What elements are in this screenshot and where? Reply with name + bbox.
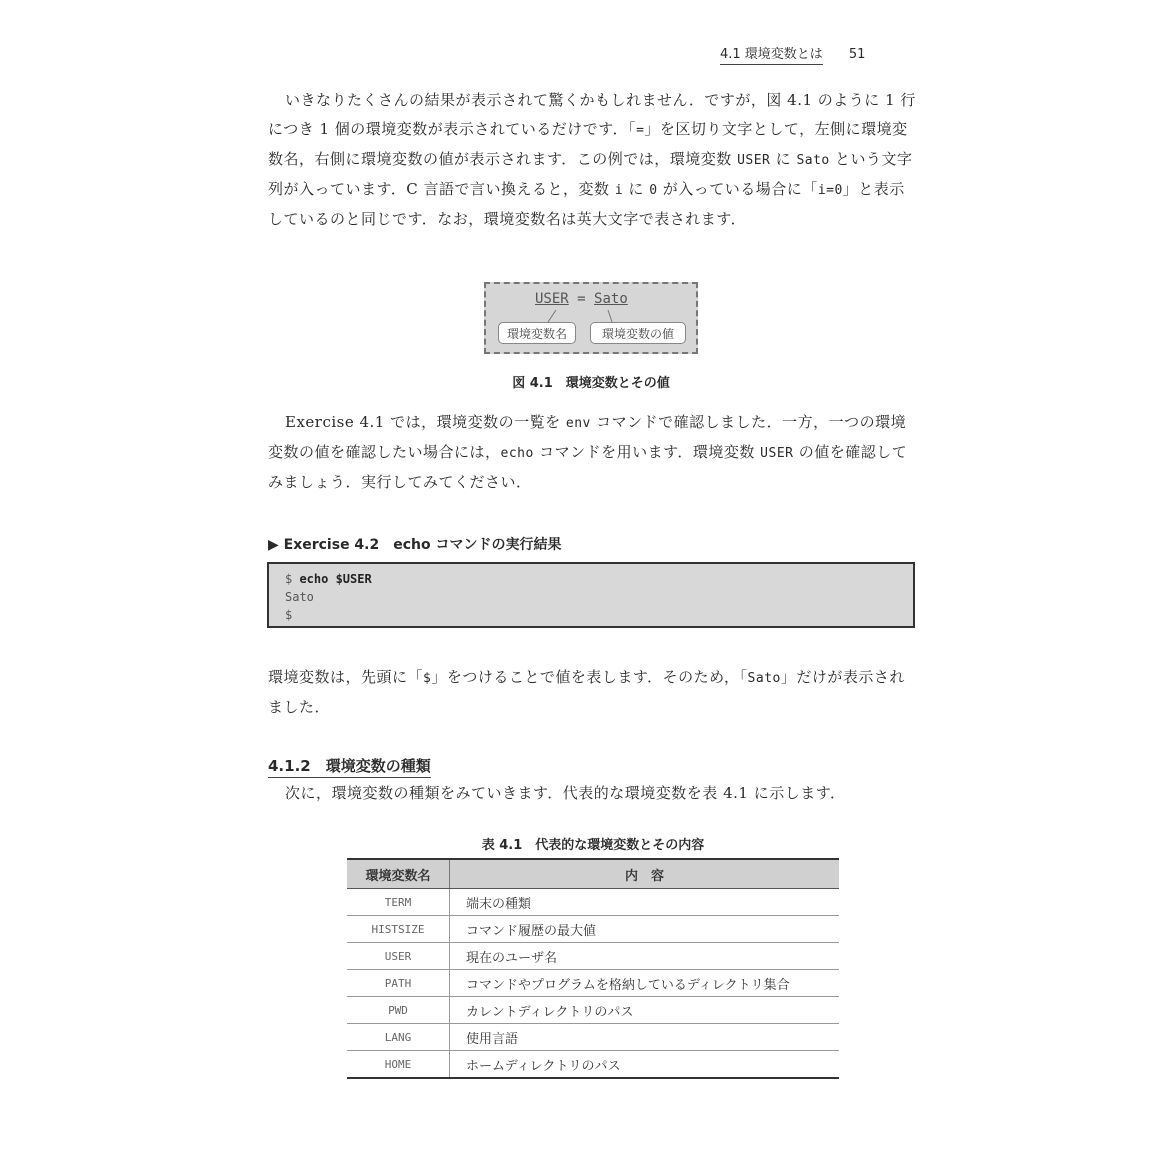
header-section-title: 4.1 環境変数とは (720, 43, 823, 65)
terminal-command: echo $USER (299, 572, 372, 586)
table-header-name: 環境変数名 (347, 859, 450, 889)
text-run: 」を区切り文字として，左側に環境変数名，右側に環境変数の値が表示されます．この例では，環境変数 (268, 120, 908, 168)
inline-code: Sato (796, 153, 830, 168)
table-cell-desc: コマンドやプログラムを格納しているディレクトリ集合 (450, 970, 840, 997)
terminal-output (267, 562, 915, 628)
text-run: コマンドを用います．環境変数 (533, 443, 761, 461)
text-run: Exercise 4.1 では，環境変数の一覧を (285, 413, 566, 431)
table-cell-var: PATH (347, 970, 450, 997)
inline-code: Sato (747, 671, 781, 686)
env-var-table (347, 858, 839, 1079)
text-run: 」だけが表示されました． (268, 668, 905, 716)
table-cell-var: PWD (347, 997, 450, 1024)
table-cell-desc: 端末の種類 (450, 889, 840, 916)
section-heading: 4.1.2 環境変数の種類 (268, 755, 431, 778)
figure-label-name: 環境変数名 (498, 322, 576, 344)
text-run: コマンドで確認しました．一方，一つの環境変数の値を確認したい場合には， (268, 413, 907, 461)
terminal-line-3: $ (285, 608, 293, 622)
page-number: 51 (848, 46, 866, 62)
exercise-title-text: Exercise 4.2 echo コマンドの実行結果 (283, 537, 562, 553)
table-cell-var: TERM (347, 889, 450, 916)
table-cell-var: LANG (347, 1024, 450, 1051)
figure-assignment (535, 291, 628, 307)
table-cell-desc: カレントディレクトリのパス (450, 997, 840, 1024)
text-run: という文字列が入っています．C 言語で言い換えると，変数 (268, 150, 913, 198)
table-header-row (347, 859, 839, 889)
inline-code: i (614, 183, 624, 198)
exercise-arrow-icon: ▶ (268, 537, 284, 553)
text-run: が入っている場合に「 (657, 180, 818, 198)
text-run: に (770, 150, 797, 168)
terminal-prompt: $ (285, 572, 300, 586)
table-row (347, 916, 839, 943)
table-row (347, 1024, 839, 1051)
figure-var-name: USER (535, 291, 569, 307)
inline-code: USER (737, 153, 771, 168)
table-row (347, 943, 839, 970)
table-cell-desc: 現在のユーザ名 (450, 943, 840, 970)
table-header-content: 内 容 (450, 859, 840, 889)
inline-code: 0 (649, 183, 658, 198)
inline-code: USER (760, 446, 794, 461)
paragraph-intro (268, 86, 918, 234)
text-run: 次に，環境変数の種類をみていきます．代表的な環境変数を表 4.1 に示します． (285, 784, 846, 802)
table-cell-desc: 使用言語 (450, 1024, 840, 1051)
inline-code: env (565, 416, 591, 431)
text-run: に (623, 180, 650, 198)
figure-label-value: 環境変数の値 (590, 322, 686, 344)
figure-var-value: Sato (594, 291, 628, 307)
text-run: 」をつけることで値を表します．そのため，「 (431, 668, 748, 686)
table-row (347, 997, 839, 1024)
figure-equals: = (577, 291, 586, 307)
table-cell-var: HOME (347, 1051, 450, 1079)
table-cell-var: USER (347, 943, 450, 970)
table-cell-desc: コマンド履歴の最大値 (450, 916, 840, 943)
text-run: の値を確認してみましょう．実行してみてください． (268, 443, 908, 491)
text-run: 」と表示しているのと同じです．なお，環境変数名は英大文字で表されます． (268, 180, 905, 228)
table-row (347, 1051, 839, 1079)
running-header (720, 42, 920, 66)
paragraph-echo (268, 408, 918, 497)
table-row (347, 970, 839, 997)
paragraph-types (268, 779, 918, 808)
inline-code: $ (423, 671, 432, 686)
figure-caption: 図 4.1 環境変数とその値 (512, 376, 670, 391)
exercise-title (268, 534, 562, 554)
text-run: いきなりたくさんの結果が表示されて驚くかもしれません．ですが，図 4.1 のように 1 行につき 1 個の環境変数が表示されているだけです．「 (268, 91, 916, 138)
table-cell-desc: ホームディレクトリのパス (450, 1051, 840, 1079)
text-run: 環境変数は，先頭に「 (268, 668, 424, 686)
inline-code: i=0 (817, 183, 843, 198)
paragraph-dollar (268, 663, 918, 722)
table-cell-var: HISTSIZE (347, 916, 450, 943)
terminal-line-2: Sato (285, 590, 314, 604)
inline-code: echo (500, 446, 534, 461)
table-row (347, 889, 839, 916)
terminal-line-1 (285, 570, 897, 588)
inline-code: = (636, 123, 645, 138)
table-caption: 表 4.1 代表的な環境変数とその内容 (481, 838, 705, 853)
